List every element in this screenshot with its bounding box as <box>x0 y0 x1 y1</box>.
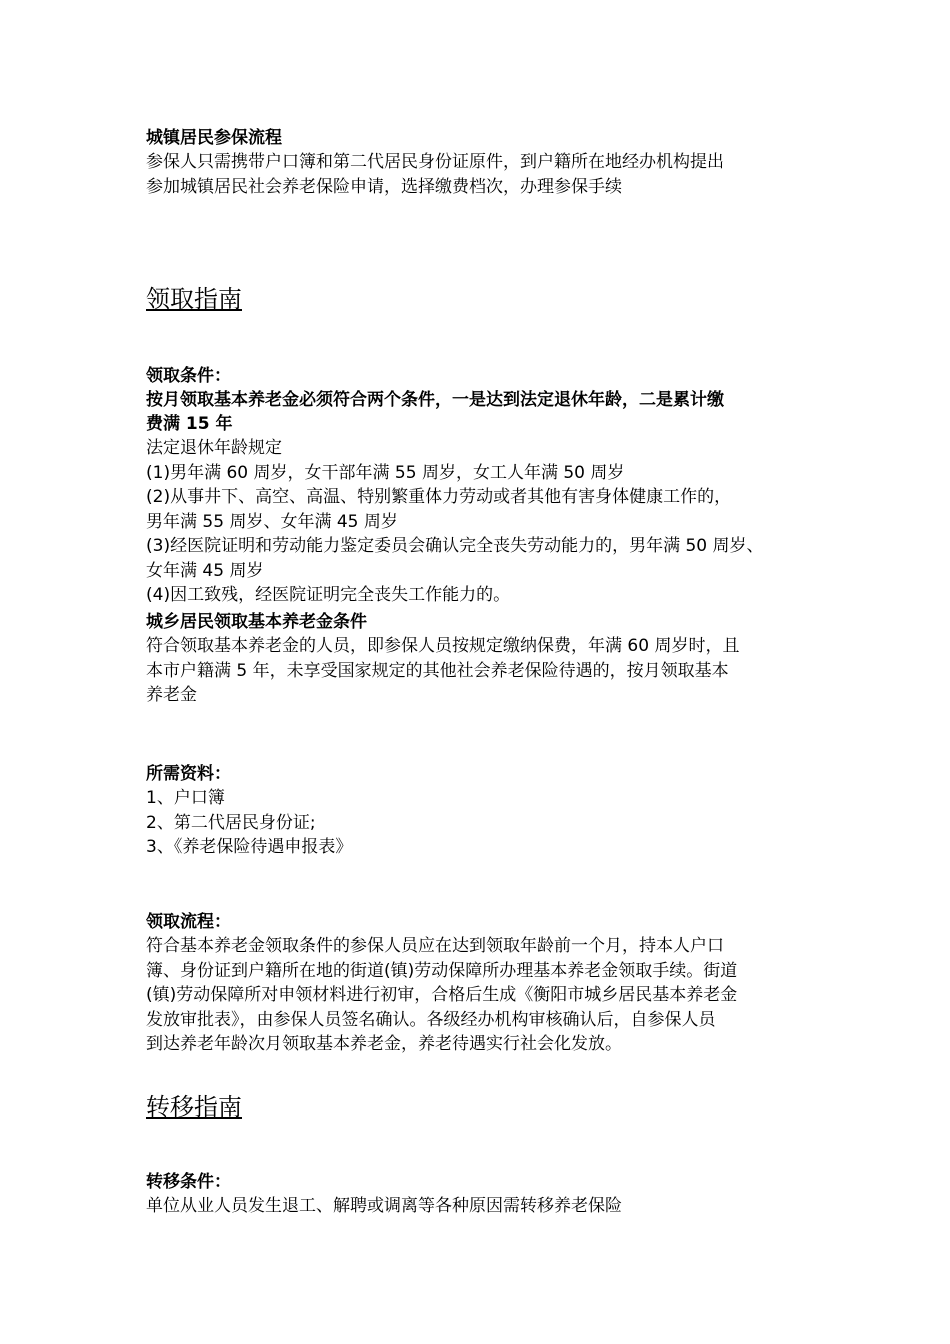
retire-line: (3)经医院证明和劳动能力鉴定委员会确认完全丧失劳动能力的，男年满 50 周岁、 <box>146 536 764 556</box>
rural-line: 本市户籍满 5 年，未享受国家规定的其他社会养老保险待遇的，按月领取基本 <box>146 660 729 681</box>
enroll-paragraph <box>146 150 826 199</box>
process-line: 符合基本养老金领取条件的参保人员应在达到领取年龄前一个月，持本人户口 <box>146 936 724 956</box>
process-line: 到达养老年龄次月领取基本养老金，养老待遇实行社会化发放。 <box>146 1034 622 1054</box>
transfer-paragraph <box>146 1194 826 1219</box>
receive-heading: 领取指南 <box>146 285 242 313</box>
receive-conditions-label: 领取条件： <box>146 366 231 386</box>
retire-line: 法定退休年龄规定 <box>146 438 282 458</box>
conditions-bold-line: 按月领取基本养老金必须符合两个条件，一是达到法定退休年龄，二是累计缴 <box>146 390 724 410</box>
enroll-title: 城镇居民参保流程 <box>146 128 282 148</box>
retire-line: 男年满 55 周岁、女年满 45 周岁 <box>146 511 398 532</box>
process-line: (镇)劳动保障所对申领材料进行初审，合格后生成《衡阳市城乡居民基本养老金 <box>146 985 738 1005</box>
transfer-heading: 转移指南 <box>146 1093 242 1121</box>
enroll-line: 参加城镇居民社会养老保险申请，选择缴费档次，办理参保手续 <box>146 176 622 197</box>
rural-paragraph <box>146 634 826 708</box>
list-item: 1、户口簿 <box>146 788 225 808</box>
retire-line: (1)男年满 60 周岁，女干部年满 55 周岁，女工人年满 50 周岁 <box>146 462 625 483</box>
rural-title: 城乡居民领取基本养老金条件 <box>146 612 367 632</box>
process-paragraph <box>146 934 826 1057</box>
process-line: 簿、身份证到户籍所在地的街道(镇)劳动保障所办理基本养老金领取手续。街道 <box>146 960 738 981</box>
transfer-conditions-label: 转移条件： <box>146 1172 231 1192</box>
transfer-line: 单位从业人员发生退工、解聘或调离等各种原因需转移养老保险 <box>146 1196 622 1216</box>
process-line: 发放审批表》，由参保人员签名确认。各级经办机构审核确认后，自参保人员 <box>146 1009 716 1030</box>
process-label: 领取流程： <box>146 912 231 932</box>
materials-list <box>146 786 826 860</box>
list-item: 3、《养老保险待遇申报表》 <box>146 837 353 857</box>
list-item: 2、第二代居民身份证; <box>146 812 316 833</box>
receive-conditions-bold <box>146 388 826 436</box>
rural-line: 养老金 <box>146 685 197 705</box>
retire-line: (2)从事井下、高空、高温、特别繁重体力劳动或者其他有害身体健康工作的， <box>146 487 732 507</box>
conditions-bold-line: 费满 15 年 <box>146 414 233 434</box>
enroll-line: 参保人只需携带户口簿和第二代居民身份证原件，到户籍所在地经办机构提出 <box>146 152 724 172</box>
rural-line: 符合领取基本养老金的人员，即参保人员按规定缴纳保费，年满 60 周岁时，且 <box>146 636 740 656</box>
materials-label: 所需资料： <box>146 764 231 784</box>
retire-line: (4)因工致残，经医院证明完全丧失工作能力的。 <box>146 585 511 605</box>
retire-age-rules <box>146 436 826 608</box>
retire-line: 女年满 45 周岁 <box>146 560 264 581</box>
